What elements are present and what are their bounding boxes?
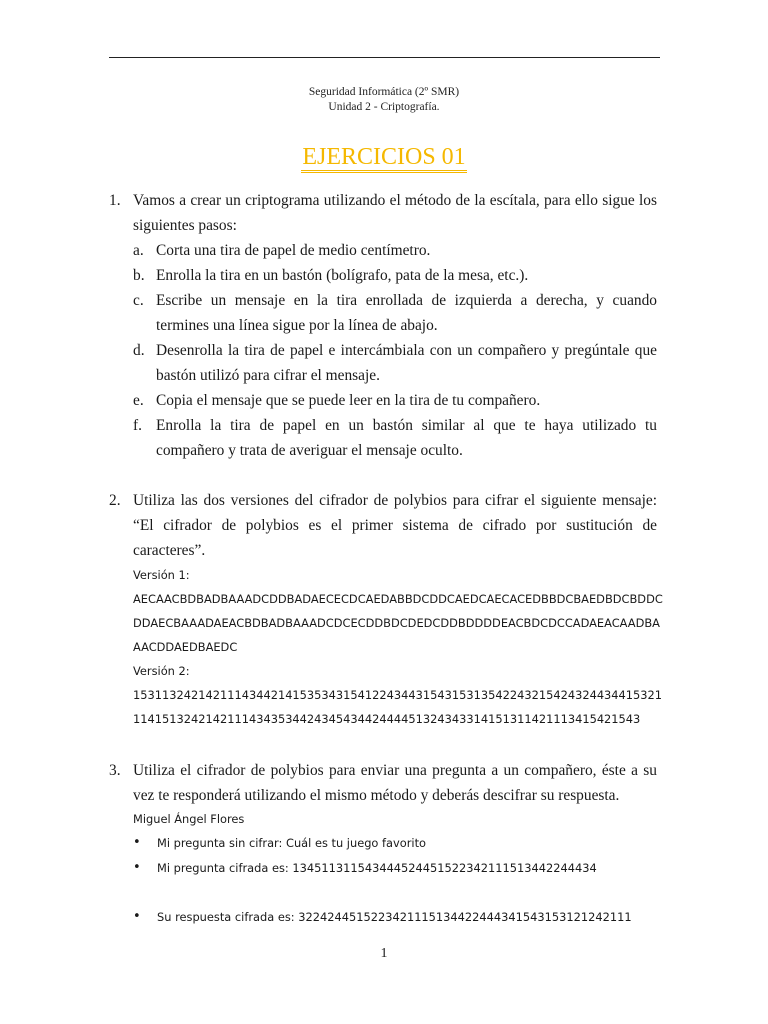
- exercise-1-number: 1.: [109, 192, 121, 209]
- exercise-3-text-line2: vez te responderá utilizando el mismo método y deberás descifrar su respuesta.: [133, 787, 620, 804]
- step-letter: f.: [133, 417, 142, 434]
- version-1-cipher-line: DDAECBAAADAEACBDBADBAAADCDCECDDBDCDEDCDDBDDDDEACBDCDCCADAEACAADBA: [133, 616, 660, 630]
- bullet-icon: •: [133, 909, 141, 924]
- step-letter: b.: [133, 267, 145, 284]
- step-letter: d.: [133, 342, 145, 359]
- exercise-2-text-line2: “El cifrador de polybios es el primer sistema de cifrado por sustitución de: [133, 517, 657, 534]
- header-unit: Unidad 2 - Criptografía.: [328, 101, 440, 113]
- step-text: Corta una tira de papel de medio centímetro.: [156, 242, 431, 259]
- header-course: Seguridad Informática (2º SMR): [308, 86, 460, 98]
- version-1-cipher-line: AACDDAEDBAEDC: [133, 640, 238, 654]
- step-text: Enrolla la tira en un bastón (bolígrafo, pata de la mesa, etc.).: [156, 267, 529, 284]
- version-2-label: Versión 2:: [133, 664, 190, 678]
- bullet-icon: •: [133, 835, 141, 850]
- student-name: Miguel Ángel Flores: [133, 812, 245, 826]
- step-text: Desenrolla la tira de papel e intercámbiala con un compañero y pregúntale que: [156, 342, 657, 359]
- bullet-text: Mi pregunta cifrada es: 1345113115434445244515223421115134422444​34: [157, 861, 597, 875]
- step-text-cont: compañero y trata de averiguar el mensaje oculto.: [156, 442, 463, 459]
- step-text: Enrolla la tira de papel en un bastón similar al que te haya utilizado tu: [156, 417, 657, 434]
- bullet-text: Su respuesta cifrada es: 3224244515223421115134422444341543153121242111: [157, 910, 632, 924]
- exercise-3-number: 3.: [109, 762, 121, 779]
- page-number: 1: [380, 946, 388, 961]
- version-2-cipher-line: 153113242142111434421415353431541224344315431531354224321542432443441532​1: [133, 688, 663, 702]
- step-letter: c.: [133, 292, 144, 309]
- exercise-3-text-line1: Utiliza el cifrador de polybios para enviar una pregunta a un compañero, éste a su: [133, 762, 657, 779]
- exercise-2-text-line1: Utiliza las dos versiones del cifrador de polybios para cifrar el siguiente mensaje:: [133, 492, 657, 509]
- header-rule: [109, 57, 660, 58]
- step-text: Escribe un mensaje en la tira enrollada de izquierda a derecha, y cuando: [156, 292, 657, 309]
- step-text-cont: bastón utilizó para cifrar el mensaje.: [156, 367, 380, 384]
- version-1-label: Versión 1:: [133, 568, 190, 582]
- exercise-1-text-line2: siguientes pasos:: [133, 217, 237, 234]
- bullet-icon: •: [133, 860, 141, 875]
- step-letter: a.: [133, 242, 144, 259]
- exercise-2-text-line3: caracteres”.: [133, 542, 206, 559]
- version-1-cipher-line: AECAACBDBADBAAADCDDBADAECECDCAEDABBDCDDCAEDCAECACEDBBDCBAEDBDCBDDC: [133, 592, 663, 606]
- version-2-cipher-line: 1141513242142111434353442434543442444451324343314151311421113415421543: [133, 712, 641, 726]
- page-title-text: EJERCICIOS 01: [301, 144, 466, 173]
- bullet-text: Mi pregunta sin cifrar: Cuál es tu juego favorito: [157, 836, 427, 850]
- exercise-2-number: 2.: [109, 492, 121, 509]
- page-title: [0, 144, 768, 173]
- exercise-1-text-line1: Vamos a crear un criptograma utilizando el método de la escítala, para ello sigue los: [133, 192, 657, 209]
- step-letter: e.: [133, 392, 144, 409]
- step-text-cont: termines una línea sigue por la línea de abajo.: [156, 317, 438, 334]
- step-text: Copia el mensaje que se puede leer en la tira de tu compañero.: [156, 392, 541, 409]
